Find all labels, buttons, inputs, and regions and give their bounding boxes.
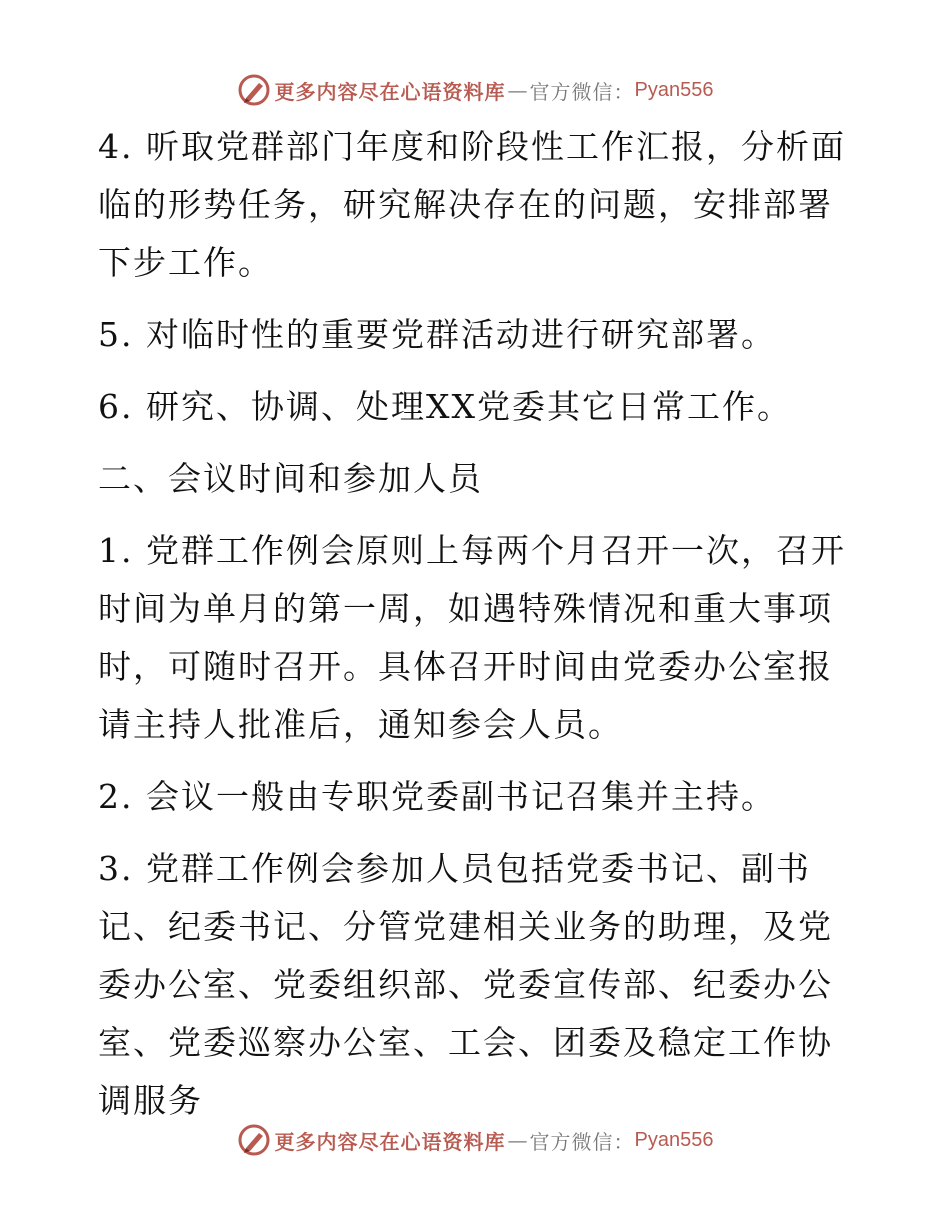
- paragraph-item-6: 6. 研究、协调、处理XX党委其它日常工作。: [98, 387, 792, 426]
- paragraph-item-3: 3. 党群工作例会参加人员包括党委书记、副书记、纪委书记、分管党建相关业务的助理，及党委办公室、党委组织部、党委宣传部、纪委办公室、党委巡察办公室、工会、团委及稳定工作协调服务: [98, 849, 833, 1120]
- paragraph-item-1: 1. 党群工作例会原则上每两个月召开一次，召开时间为单月的第一周，如遇特殊情况和重大事项时，可随时召开。具体召开时间由党委办公室报请主持人批准后，通知参会人员。: [98, 531, 846, 744]
- paragraph-item-5: 5. 对临时性的重要党群活动进行研究部署。: [98, 315, 776, 354]
- banner-dash: —: [507, 78, 528, 102]
- banner-wechat-label: 官方微信：: [529, 1129, 635, 1154]
- footer-watermark-banner: [0, 1120, 950, 1160]
- paragraph-item-2: 2. 会议一般由专职党委副书记召集并主持。: [98, 777, 776, 816]
- paragraph-item-4: 4. 听取党群部门年度和阶段性工作汇报，分析面临的形势任务，研究解决存在的问题，安排部署下步工作。: [98, 127, 846, 282]
- banner-brand-text: 更多内容尽在心语资料库: [274, 79, 506, 104]
- banner-wechat-id: Pyan556: [634, 1128, 714, 1151]
- pen-logo-icon: [237, 1123, 271, 1157]
- banner-wechat-id: Pyan556: [634, 78, 714, 101]
- header-watermark-banner: [0, 70, 950, 110]
- document-body: [98, 118, 858, 1144]
- banner-wechat-label: 官方微信：: [529, 79, 635, 104]
- banner-brand-text: 更多内容尽在心语资料库: [274, 1129, 506, 1154]
- section-heading-meeting-time: 二、会议时间和参加人员: [98, 459, 483, 498]
- pen-logo-icon: [237, 73, 271, 107]
- banner-dash: —: [507, 1128, 528, 1152]
